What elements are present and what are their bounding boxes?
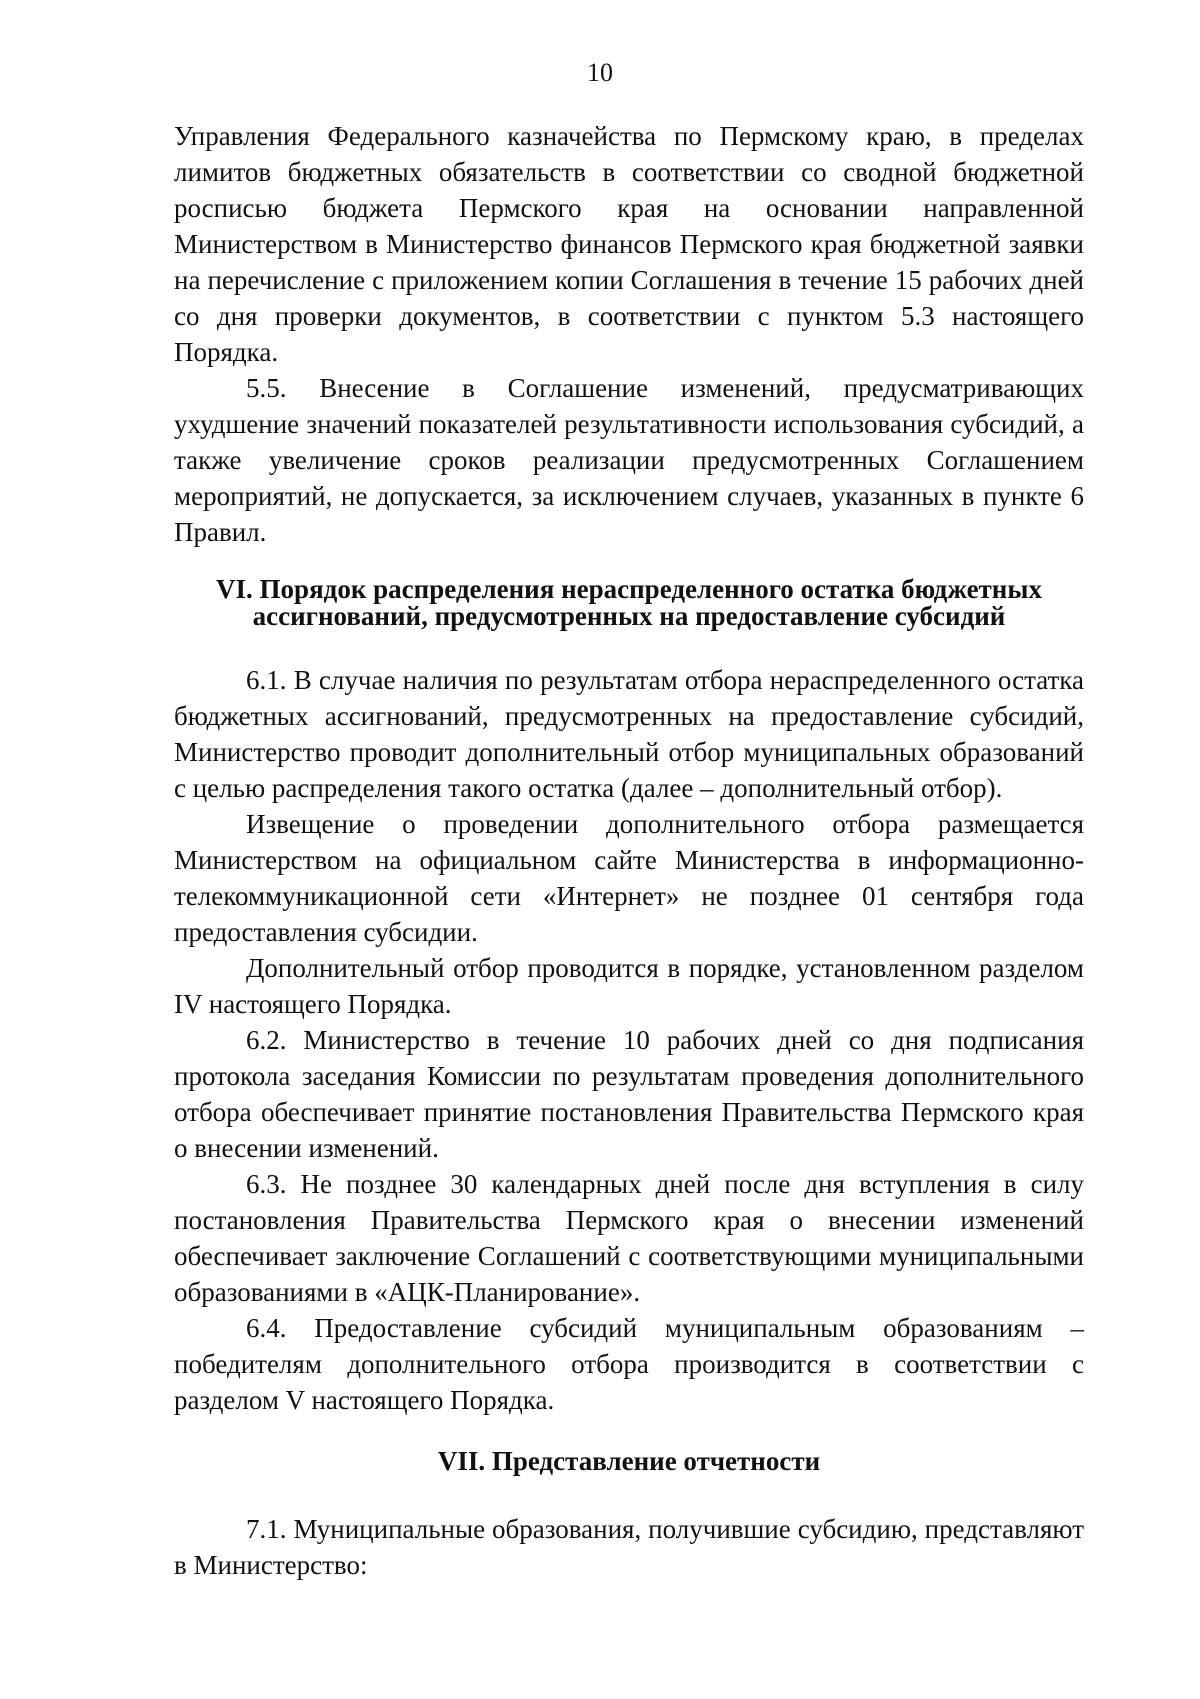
paragraph-6-1-notice: Извещение о проведении дополнительного отбора размещается Министерством на официальном сайте Министерства в информационно-телекоммуникационной сети «Интернет» не позднее 01 сентября года предоставления субсидии. [174,809,1084,947]
paragraph-6-3: 6.3. Не позднее 30 календарных дней после дня вступления в силу постановления Правительства Пермского края о внесении изменений обеспечивает заключение Соглашений с соответствующими муниципальными образованиями в «АЦК-Планирование». [174,1169,1084,1307]
paragraph-6-2: 6.2. Министерство в течение 10 рабочих дней со дня подписания протокола заседания Комиссии по результатам проведения дополнительного отбора обеспечивает принятие постановления Правительства Пермского края о внесении изменений. [174,1025,1084,1163]
paragraph-5-5: 5.5. Внесение в Соглашение изменений, предусматривающих ухудшение значений показателей результативности использования субсидий, а также увеличение сроков реализации предусмотренных Соглашением мероприятий, не допускается, за исключением случаев, указанных в пункте 6 Правил. [174,373,1084,547]
paragraph-6-1: 6.1. В случае наличия по результатам отбора нераспределенного остатка бюджетных ассигнований, предусмотренных на предоставление субсидий, Министерство проводит дополнительный отбор муниципальных образований с целью распределения такого остатка (далее – дополнительный отбор). [174,665,1084,803]
section-6-heading-line-1: VI. Порядок распределения нераспределенного остатка бюджетных [216,574,1042,604]
page-number: 10 [587,58,613,87]
paragraph-6-4: 6.4. Предоставление субсидий муниципальным образованиям – победителям дополнительного отбора производится в соответствии с разделом V настоящего Порядка. [174,1313,1084,1415]
section-6-heading [174,576,1084,630]
paragraph-7-1: 7.1. Муниципальные образования, получившие субсидию, представляют в Министерство: [174,1514,1084,1580]
document-body [174,118,1084,1583]
paragraph-6-1-procedure: Дополнительный отбор проводится в порядке, установленном разделом IV настоящего Порядка. [174,953,1084,1019]
paragraph-continuation: Управления Федерального казначейства по Пермскому краю, в пределах лимитов бюджетных обязательств в соответствии со сводной бюджетной росписью бюджета Пермского края на основании направленной Министерством в Министерство финансов Пермского края бюджетной заявки на перечисление с приложением копии Соглашения в течение 15 рабочих дней со дня проверки документов, в соответствии с пунктом 5.3 настоящего Порядка. [174,121,1084,367]
section-7-heading: VII. Представление отчетности [437,1446,821,1476]
section-6-heading-line-2: ассигнований, предусмотренных на предоставление субсидий [252,601,1006,631]
